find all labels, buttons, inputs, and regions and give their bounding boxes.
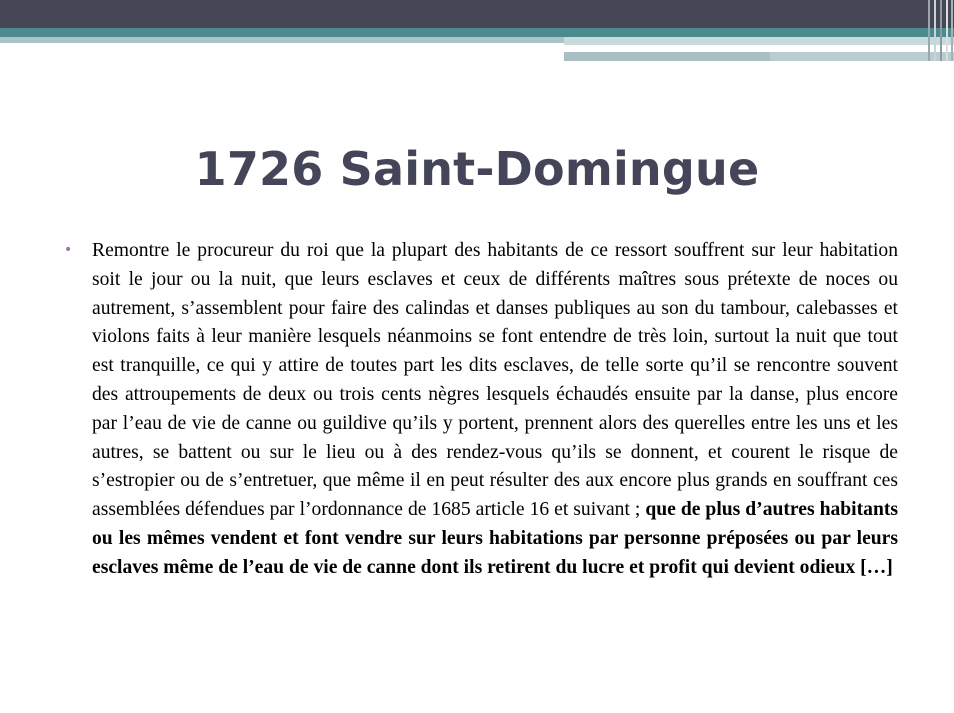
header-stripe <box>934 0 936 61</box>
quote-bold-text: que de plus d’autres habitants ou les mêmes vendent et font vendre sur leurs habitations par personne préposées ou par leurs esclaves même de l’eau de vie de canne dont ils retirent du lucre et profit qui devient odieux […] <box>92 499 898 578</box>
header-band-light-right <box>564 37 954 45</box>
quote-regular-text: Remontre le procureur du roi que la plupart des habitants de ce ressort souffrent sur leur habitation soit le jour ou la nuit, que leurs esclaves et ceux de différents maîtres sous prétexte de noces ou autrement, s’assemblent pour faire des calindas et danses publiques au son du tambour, calebasses et violons faits à leur manière lesquels néanmoins se font entendre de très loin, surtout la nuit que tout est tranquille, ce qui y attire de toutes part les dits esclaves, de telle sorte qu’il se rencontre souvent des attroupements de deux ou trois cents nègres lesquels échaudés ensuite par la danse, plus encore par l’eau de vie de canne ou guildive qu’ils y portent, prennent alors des querelles entre les uns et les autres, se battent ou sur le lieu ou à des rendez-vous qu’ils se donnent, et courent le risque de s’estropier ou de s’entretuer, que même il en peut résulter des aux encore plus grands en souffrant ces assemblées défendues par l’ordonnance de 1685 article 16 et suivant ; <box>92 240 898 521</box>
bullet-icon: • <box>64 242 73 258</box>
header-stripe <box>946 0 948 61</box>
slide-title: 1726 Saint-Domingue <box>194 142 760 196</box>
quote-paragraph <box>92 237 898 583</box>
header-stripe <box>951 0 953 61</box>
header-band-white-line <box>564 46 884 49</box>
header-band-teal <box>0 28 954 37</box>
header-stripe <box>940 0 942 61</box>
header-band-gray-right <box>564 52 770 61</box>
header-band-gray-right2 <box>770 52 954 61</box>
header-stripe <box>928 0 930 61</box>
header-band-dark <box>0 0 954 28</box>
header-band-light-left <box>0 37 564 43</box>
